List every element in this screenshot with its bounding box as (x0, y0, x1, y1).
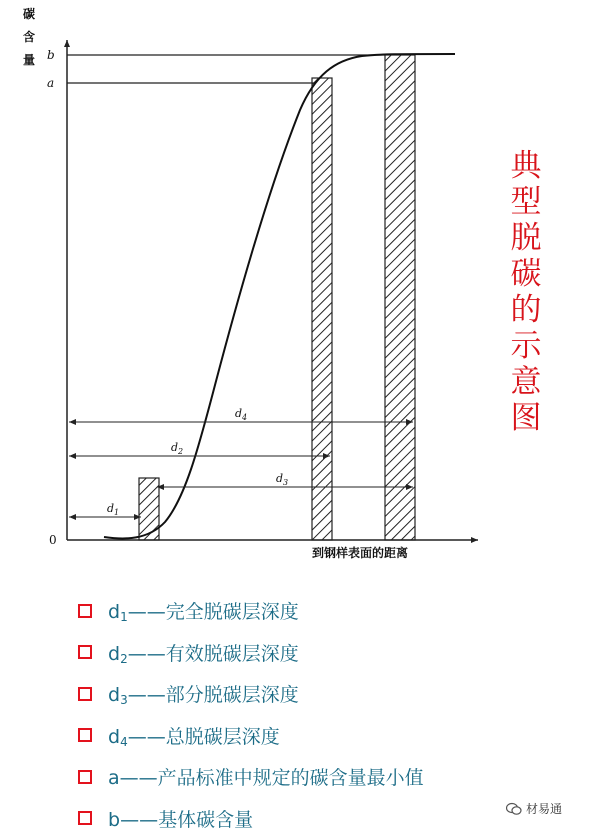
level-b-label: b (47, 48, 55, 62)
y-axis-label-3: 量 (23, 52, 35, 67)
dim-label-d1: $d_1$ (107, 502, 119, 517)
y-axis-label-2: 含 (23, 29, 35, 44)
level-a-label: a (47, 76, 54, 90)
dim-label-d4: $d_4$ (235, 407, 247, 422)
square-bullet-icon (78, 770, 92, 784)
dim-label-d3: $d_3$ (276, 472, 288, 487)
square-bullet-icon (78, 687, 92, 701)
origin-label: 0 (49, 533, 57, 547)
legend-item-b: b——基体碳含量 (78, 798, 518, 839)
square-bullet-icon (78, 811, 92, 825)
hatch-d4 (385, 55, 415, 540)
legend-item-a: a——产品标准中规定的碳含量最小值 (78, 756, 518, 798)
legend-item-d1: $d_1——$完全脱碳层深度 (78, 590, 518, 632)
x-axis-label: 到钢样表面的距离 (312, 545, 408, 560)
square-bullet-icon (78, 645, 92, 659)
legend-list (78, 590, 518, 839)
square-bullet-icon (78, 728, 92, 742)
legend-item-d3: $d_3——$部分脱碳层深度 (78, 673, 518, 715)
hatch-d2 (312, 78, 332, 540)
square-bullet-icon (78, 604, 92, 618)
legend-item-d4: $d_4——$总脱碳层深度 (78, 715, 518, 757)
watermark-text: 材易通 (526, 800, 562, 817)
legend-item-d2: $d_2——$有效脱碳层深度 (78, 632, 518, 674)
watermark (506, 800, 562, 817)
y-axis-label-1: 碳 (23, 6, 35, 21)
diagram-title: 典型脱碳的示意图 (506, 148, 546, 436)
wechat-icon (506, 802, 522, 816)
dim-label-d2: $d_2$ (171, 441, 183, 456)
